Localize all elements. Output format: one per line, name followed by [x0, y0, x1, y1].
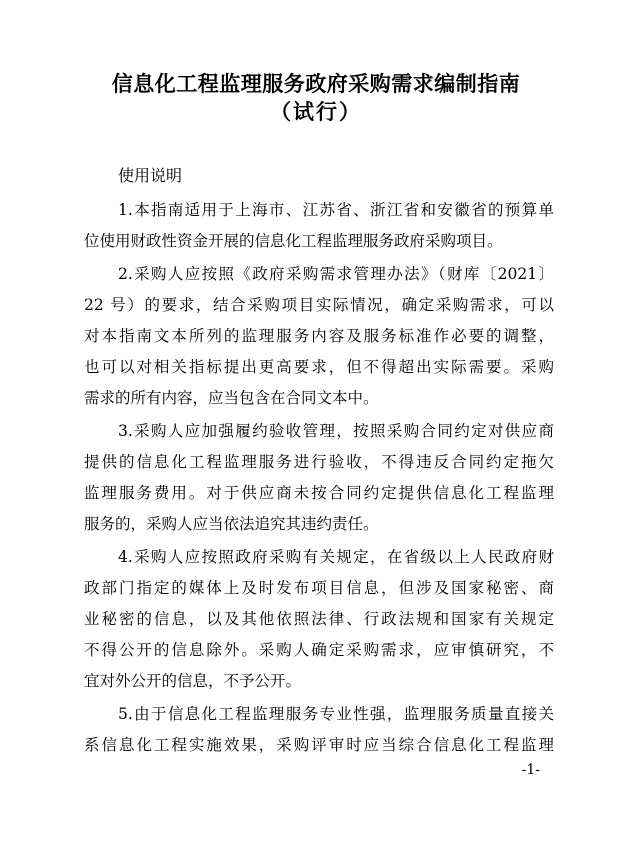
paragraph-4-line-3: 业秘密的信息，以及其他依照法律、行政法规和国家有关规定 — [84, 610, 554, 628]
paragraph-4-line-1: 4.采购人应按照政府采购有关规定，在省级以上人民政府财 — [118, 548, 554, 566]
paragraph-3-line-3: 监理服务费用。对于供应商未按合同约定提供信息化工程监理 — [84, 484, 554, 502]
paragraph-2-line-4: 也可以对相关指标提出更高要求，但不得超出实际需要。采购 — [84, 358, 554, 376]
document-title: 信息化工程监理服务政府采购需求编制指南 — [111, 71, 521, 96]
paragraph-4-line-4: 不得公开的信息除外。采购人确定采购需求，应审慎研究，不 — [84, 641, 554, 659]
page-number: -1- — [521, 762, 540, 778]
paragraph-3-line-2: 提供的信息化工程监理服务进行验收，不得违反合同约定拖欠 — [84, 453, 554, 471]
section-heading: 使用说明 — [118, 166, 183, 185]
paragraph-4-line-2: 政部门指定的媒体上及时发布项目信息，但涉及国家秘密、商 — [84, 579, 554, 597]
paragraph-2-line-5: 需求的所有内容，应当包含在合同文本中。 — [84, 389, 379, 407]
paragraph-2-line-2: 22 号）的要求，结合采购项目实际情况，确定采购需求，可以 — [84, 296, 554, 314]
document-subtitle: （试行） — [270, 99, 362, 124]
paragraph-1-line-1: 1.本指南适用于上海市、江苏省、浙江省和安徽省的预算单 — [118, 201, 554, 219]
paragraph-2-line-3: 对本指南文本所列的监理服务内容及服务标准作必要的调整， — [84, 327, 554, 345]
paragraph-3-line-4: 服务的，采购人应当依法追究其违约责任。 — [84, 515, 379, 533]
paragraph-5-line-1: 5.由于信息化工程监理服务专业性强，监理服务质量直接关 — [118, 705, 554, 723]
paragraph-2-line-1: 2.采购人应按照《政府采购需求管理办法》（财库〔2021〕 — [118, 265, 554, 283]
paragraph-4-line-5: 宜对外公开的信息，不予公开。 — [84, 672, 302, 690]
paragraph-1-line-2: 位使用财政性资金开展的信息化工程监理服务政府采购项目。 — [84, 232, 503, 250]
paragraph-3-line-1: 3.采购人应加强履约验收管理，按照采购合同约定对供应商 — [118, 422, 554, 440]
paragraph-5-line-2: 系信息化工程实施效果，采购评审时应当综合信息化工程监理 — [84, 736, 554, 754]
